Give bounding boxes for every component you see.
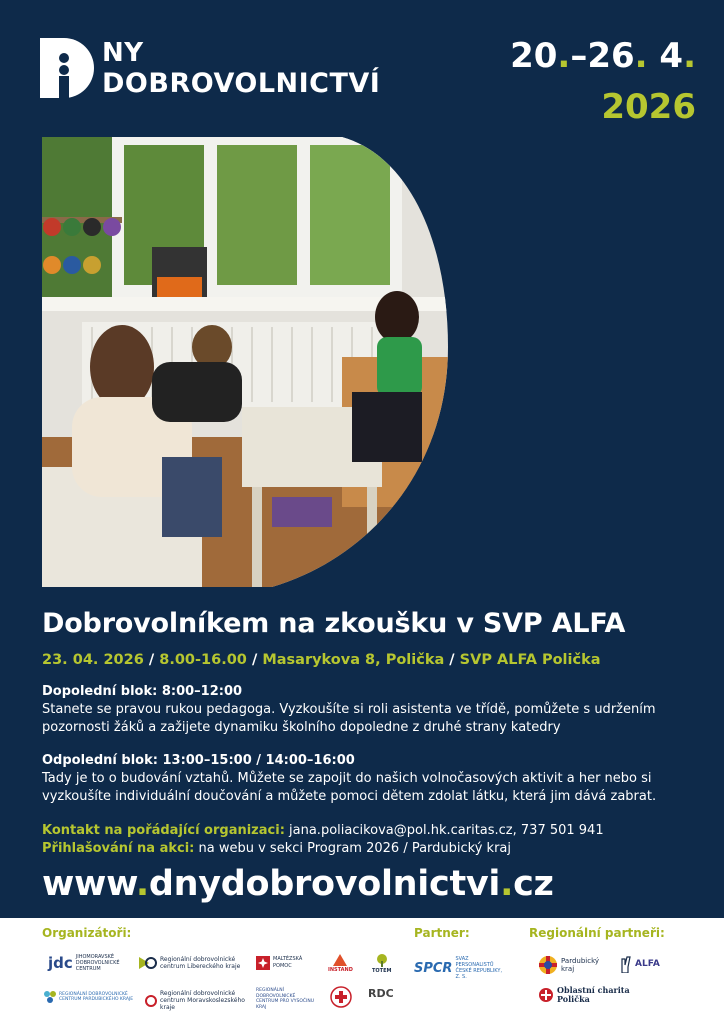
liberec-text: Regionální dobrovolnické centrum Libereckého kraje (160, 956, 241, 970)
logo-d-icon (40, 38, 98, 98)
pardubicky-kraj-logo (538, 955, 607, 975)
morning-block-text: Stanete se pravou rukou pedagoga. Vyzkoušíte si roli asistenta ve třídě, pomůžete s udržením pozornosti žáků a zažijete dynamiku školního dopoledne z druhé strany katedry (42, 702, 656, 735)
alfa-logo (620, 955, 660, 973)
instand-logo (328, 954, 353, 974)
url-part: dnydobrovolnictvi (148, 864, 501, 904)
logo-text-line2: DOBROVOLNICTVÍ (102, 68, 381, 99)
afternoon-block-title: Odpolední blok: 13:00–15:00 / 14:00–16:00 (42, 753, 355, 768)
rdc-flower-icon (145, 957, 157, 969)
date-start: 20 (510, 36, 558, 76)
contact-value[interactable]: jana.poliacikova@pol.hk.caritas.cz, 737 501 941 (284, 823, 604, 838)
red-cross-icon (330, 986, 352, 1008)
signup-value: na webu v sekci Program 2026 / Pardubický kraj (194, 841, 512, 856)
url-part: www (42, 864, 136, 904)
contact-section (42, 822, 604, 858)
charita-cross-icon (538, 987, 554, 1003)
totem-logo (372, 953, 391, 975)
date-range (510, 36, 696, 76)
logo-text-line1: NY (102, 38, 144, 68)
rdc-pardubicky-text: REGIONÁLNÍ DOBROVOLNICKÉ CENTRUM PARDUBICKÉHO KRAJE (59, 991, 134, 1002)
event-dates (510, 36, 696, 128)
url-dot: . (500, 864, 514, 904)
rdc-pardubicky-logo (44, 991, 139, 1003)
alfa-text: ALFA (635, 958, 660, 969)
maltezska-text: MALTÉZSKÁ POMOC (273, 956, 303, 969)
instand-text: INSTAND (328, 967, 353, 973)
footer-logos (0, 918, 724, 1024)
partner-label: Partner: (414, 926, 470, 940)
signup-label: Přihlašování na akci: (42, 841, 195, 856)
photo-volunteers (42, 137, 448, 587)
event-info (42, 652, 601, 668)
pardubicky-kraj-icon (538, 955, 558, 975)
totem-text: TOTEM (372, 968, 392, 974)
instand-icon (333, 954, 347, 966)
vysocina-text: REGIONÁLNÍ DOBROVOLNICKÉ CENTRUM PRO VYSOČINU KRAJ (256, 988, 315, 1010)
spcr-mark: SPCR (414, 960, 453, 976)
jdc-text: JIHOMORAVSKÉ DOBROVOLNICKÉ CENTRUM (75, 954, 120, 972)
jdc-logo (48, 954, 149, 972)
spcr-text: SVAZ PERSONALISTŮ ČESKÉ REPUBLIKY, Z. S. (455, 956, 503, 980)
totem-icon (376, 953, 388, 967)
event-date: 23. 04. 2026 (42, 652, 144, 668)
vysocina-logo (256, 988, 314, 1010)
url-dot: . (135, 864, 149, 904)
liberec-logo (145, 956, 250, 970)
url-part: cz (513, 864, 554, 904)
rdc-flower-icon (145, 995, 157, 1007)
year: 2026 (601, 87, 696, 127)
regional-partners-label: Regionální partneři: (529, 926, 665, 940)
event-title: Dobrovolníkem na zkoušku v SVP ALFA (42, 608, 626, 639)
morning-block (42, 683, 682, 737)
date-dot: . (683, 36, 696, 76)
separator: / (444, 652, 460, 668)
date-end: –26 (570, 36, 635, 76)
morning-block-title: Dopolední blok: 8:00–12:00 (42, 684, 243, 699)
event-venue: SVP ALFA Polička (459, 652, 601, 668)
charita-logo (538, 986, 641, 1004)
website-url[interactable] (42, 864, 554, 904)
maltezska-logo (256, 956, 307, 970)
rdc-text: RDC (368, 987, 394, 1000)
contact-label: Kontakt na pořádající organizaci: (42, 823, 285, 838)
jdc-mark: jdc (48, 953, 73, 972)
maltese-cross-icon (256, 956, 270, 970)
moravskoslezsky-text: Regionální dobrovolnické centrum Moravskoslezského kraje (160, 990, 245, 1011)
moravskoslezsky-logo (145, 990, 256, 1011)
organizers-label: Organizátoři: (42, 926, 132, 940)
charita-text: Oblastní charita Polička (557, 985, 630, 1004)
separator: / (143, 652, 160, 668)
date-dot: . (634, 36, 648, 76)
spcr-logo (414, 956, 507, 980)
rdc-dots-icon (44, 991, 56, 1003)
afternoon-block-text: Tady je to o budování vztahů. Můžete se zapojit do našich volnočasových aktivit a her nebo si vyzkoušíte individuální doučování a můžete pomoci dětem zdolat látku, která jim dává zabrat. (42, 771, 657, 804)
separator: / (246, 652, 263, 668)
rdc-logo (368, 987, 394, 1000)
pardubicky-kraj-text: Pardubický kraj (561, 957, 600, 973)
date-month: 4 (647, 36, 684, 76)
event-address: Masarykova 8, Polička (262, 652, 445, 668)
cck-logo (330, 986, 352, 1008)
alfa-hand-icon (620, 955, 632, 973)
date-dot: . (557, 36, 571, 76)
afternoon-block (42, 752, 682, 806)
event-time: 8.00-16.00 (159, 652, 247, 668)
